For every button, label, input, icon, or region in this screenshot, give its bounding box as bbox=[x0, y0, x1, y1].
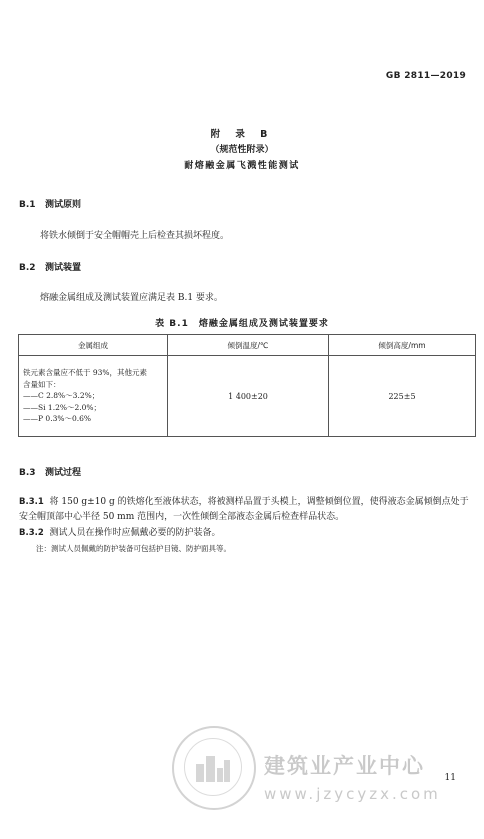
appendix-type: （规范性附录） bbox=[210, 145, 274, 155]
step-number: B.3.2 bbox=[19, 528, 44, 538]
temperature-cell: 1 400±20 bbox=[168, 356, 329, 437]
column-header-composition: 金属组成 bbox=[19, 335, 168, 356]
section-heading-b2 bbox=[19, 260, 81, 273]
step-b32 bbox=[19, 526, 477, 541]
composition-cell bbox=[19, 356, 168, 437]
table-caption: 表 B.1 熔融金属组成及测试装置要求 bbox=[155, 319, 329, 329]
table-header-row bbox=[19, 335, 476, 356]
composition-line: ——Si 1.2%～2.0%； bbox=[23, 402, 102, 412]
section-text-b2: 熔融金属组成及测试装置应满足表 B.1 要求。 bbox=[40, 293, 223, 303]
column-header-height: 倾倒高度/mm bbox=[329, 335, 476, 356]
section-text-b1: 将铁水倾倒于安全帽帽壳上后检查其损坏程度。 bbox=[40, 231, 230, 241]
step-b31 bbox=[19, 495, 477, 525]
section-number: B.3 bbox=[19, 468, 36, 478]
section-title: 测试原则 bbox=[45, 200, 82, 210]
section-heading-b1 bbox=[19, 197, 81, 210]
section-heading-b3 bbox=[19, 465, 81, 478]
appendix-title: 耐熔融金属飞溅性能测试 bbox=[184, 161, 300, 171]
composition-line: 铁元素含量应不低于 93%，其他元素 bbox=[23, 368, 148, 378]
composition-line: ——C 2.8%～3.2%； bbox=[23, 391, 100, 401]
table-row bbox=[19, 356, 476, 437]
requirements-table bbox=[18, 334, 476, 437]
standard-number: GB 2811—2019 bbox=[385, 71, 466, 81]
watermark-url: www.jzycyzx.com bbox=[264, 785, 441, 803]
building-icon bbox=[194, 750, 232, 784]
step-number: B.3.1 bbox=[19, 497, 44, 507]
step-text: 将 150 g±10 g 的铁熔化至液体状态，将被测样品置于头模上，调整倾倒位置，使得液态金属倾倒点处于安全帽顶部中心半径 50 mm 范围内，一次性倾倒全部液态金属后检查样品状态。 bbox=[19, 497, 469, 522]
section-number: B.2 bbox=[19, 263, 36, 273]
composition-line: 含量如下： bbox=[23, 379, 61, 389]
composition-line: ——P 0.3%～0.6% bbox=[23, 414, 92, 424]
watermark-title: 建筑业产业中心 bbox=[264, 754, 425, 778]
section-number: B.1 bbox=[19, 200, 36, 210]
section-title: 测试装置 bbox=[45, 263, 82, 273]
appendix-label: 附 录 B bbox=[210, 129, 274, 140]
note: 注：测试人员佩戴的防护装备可包括护目镜、防护面具等。 bbox=[36, 544, 231, 553]
step-text: 测试人员在操作时应佩戴必要的防护装备。 bbox=[49, 528, 221, 538]
section-title: 测试过程 bbox=[45, 468, 82, 478]
page-number: 11 bbox=[444, 773, 456, 783]
column-header-temperature: 倾倒温度/℃ bbox=[168, 335, 329, 356]
height-cell: 225±5 bbox=[329, 356, 476, 437]
